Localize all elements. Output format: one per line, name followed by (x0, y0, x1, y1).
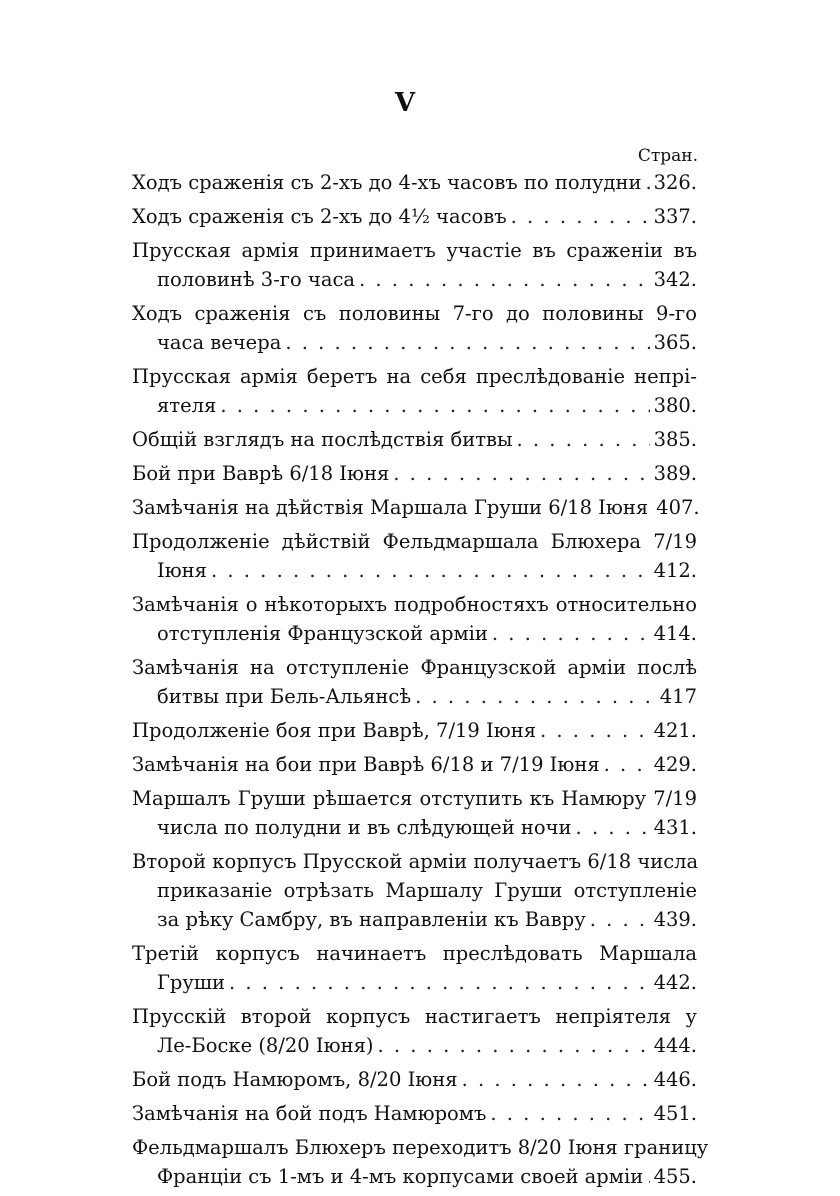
toc-entry (132, 716, 697, 745)
toc-entry-title: отступленія Французской арміи (157, 622, 488, 645)
toc-entry (132, 590, 697, 648)
dot-leader (285, 328, 649, 357)
page-column-header: Стран. (637, 146, 698, 166)
toc-entry-title: Прусская армія беретъ на себя преслѣдованіе непрі- (132, 365, 697, 388)
toc-entry (132, 1065, 697, 1094)
dot-leader (492, 619, 650, 648)
toc-entry-page: 417 (659, 685, 697, 708)
toc-entry-page: 380. (653, 394, 697, 417)
toc-entry (132, 750, 697, 779)
toc-entry-page: 407. (656, 496, 700, 519)
toc-entry-title: за рѣку Самбру, въ направленіи къ Вавру (157, 908, 586, 931)
toc-entry (132, 168, 697, 197)
toc-entry-page: 389. (653, 462, 697, 485)
toc-entry (132, 299, 697, 357)
toc-entry-title: Замѣчанія на бои при Ваврѣ 6/18 и 7/19 Іюня (132, 753, 600, 776)
toc-entry-title: числа по полудни и въ слѣдующей ночи (157, 816, 572, 839)
toc-entry (132, 1002, 697, 1060)
page-number: V (394, 88, 416, 118)
toc-entry-title: часа вечера (157, 331, 282, 354)
toc-entry-title: Ходъ сраженія съ половины 7-го до половины 9-го (132, 302, 697, 325)
toc-entry-title: Ле-Боске (8/20 Іюня) (157, 1034, 374, 1057)
toc-entry-page: 412. (653, 559, 697, 582)
toc-entry-page: 442. (653, 971, 697, 994)
dot-leader (590, 905, 650, 934)
toc-entry-title: Прусскій второй корпусъ настигаетъ непріятеля у (132, 1005, 697, 1028)
toc-entry-title: Замѣчанія на бой подъ Намюромъ (132, 1102, 487, 1125)
toc-entry-title: Груши (157, 971, 225, 994)
dot-leader (211, 556, 650, 585)
toc-entry-title: Продолженіе дѣйствій Фельдмаршала Блюхера 7/19 (132, 530, 697, 553)
toc-entry-title: Замѣчанія на отступленіе Французской арміи послѣ (132, 656, 697, 679)
toc-entry (132, 202, 697, 231)
dot-leader (645, 168, 649, 197)
toc-entry-page: 429. (653, 753, 697, 776)
toc-entry (132, 362, 697, 420)
toc-entry (132, 236, 697, 294)
toc-entry-title: Ходъ сраженія съ 2-хъ до 4½ часовъ (132, 205, 507, 228)
dot-leader (490, 1099, 649, 1128)
toc-entry-title: Іюня (157, 559, 207, 582)
dot-leader (604, 750, 650, 779)
table-of-contents (132, 168, 709, 1196)
toc-entry-title: Ходъ сраженія съ 2-хъ до 4-хъ часовъ по полудни (132, 171, 642, 194)
toc-entry-title: Бой подъ Намюромъ, 8/20 Іюня (132, 1068, 458, 1091)
toc-entry-page: 326. (653, 171, 697, 194)
toc-entry-title: Замѣчанія на дѣйствія Маршала Груши 6/18 Іюня (132, 496, 649, 519)
toc-entry (132, 425, 697, 454)
dot-leader (540, 716, 650, 745)
toc-entry (132, 1133, 709, 1191)
toc-entry (132, 847, 697, 934)
dot-leader (415, 682, 656, 711)
toc-entry-title: приказаніе отрѣзать Маршалу Груши отступленіе (157, 879, 697, 902)
toc-entry-title: ятеля (157, 394, 217, 417)
dot-leader (462, 1065, 650, 1094)
toc-entry-page: 444. (653, 1034, 697, 1057)
dot-leader (576, 813, 650, 842)
toc-entry-page: 446. (653, 1068, 697, 1091)
toc-entry-title: Общій взглядъ на послѣдствія битвы (132, 428, 513, 451)
toc-entry (132, 939, 697, 997)
toc-entry (132, 784, 697, 842)
toc-entry-title: Бой при Ваврѣ 6/18 Іюня (132, 462, 390, 485)
dot-leader (517, 425, 650, 454)
dot-leader (229, 968, 650, 997)
toc-entry-page: 421. (653, 719, 697, 742)
toc-entry-title: Маршалъ Груши рѣшается отступить къ Намюру 7/19 (132, 787, 697, 810)
toc-entry (132, 493, 700, 522)
toc-entry (132, 527, 697, 585)
dot-leader (359, 265, 650, 294)
toc-entry-page: 431. (653, 816, 697, 839)
toc-entry-page: 337. (653, 205, 697, 228)
toc-entry-title: Франціи съ 1-мъ и 4-мъ корпусами своей арміи (157, 1165, 644, 1188)
dot-leader (220, 391, 649, 420)
toc-entry-title: Прусская армія принимаетъ участіе въ сраженіи въ (132, 239, 697, 262)
toc-entry (132, 459, 697, 488)
toc-entry-title: половинѣ 3-го часа (157, 268, 356, 291)
toc-entry-page: 342. (653, 268, 697, 291)
toc-entry-title: Третій корпусъ начинаетъ преслѣдовать Маршала (132, 942, 697, 965)
toc-entry-title: Второй корпусъ Прусской арміи получаетъ 6/18 числа (132, 850, 699, 873)
toc-entry-page: 455. (653, 1165, 697, 1188)
toc-entry-title: Продолженіе боя при Ваврѣ, 7/19 Іюня (132, 719, 537, 742)
toc-entry-title: Замѣчанія о нѣкоторыхъ подробностяхъ относительно (132, 593, 697, 616)
toc-entry-title: битвы при Бель-Альянсѣ (157, 685, 412, 708)
dot-leader (378, 1031, 650, 1060)
dot-leader (511, 202, 650, 231)
toc-entry-page: 414. (653, 622, 697, 645)
toc-entry-title: Фельдмаршалъ Блюхеръ переходитъ 8/20 Іюня границу (132, 1136, 709, 1159)
dot-leader (647, 1162, 649, 1191)
toc-entry (132, 1099, 697, 1128)
toc-entry-page: 439. (653, 908, 697, 931)
toc-entry-page: 451. (653, 1102, 697, 1125)
toc-entry (132, 653, 697, 711)
toc-entry-page: 385. (653, 428, 697, 451)
toc-entry-page: 365. (653, 331, 697, 354)
dot-leader (393, 459, 649, 488)
